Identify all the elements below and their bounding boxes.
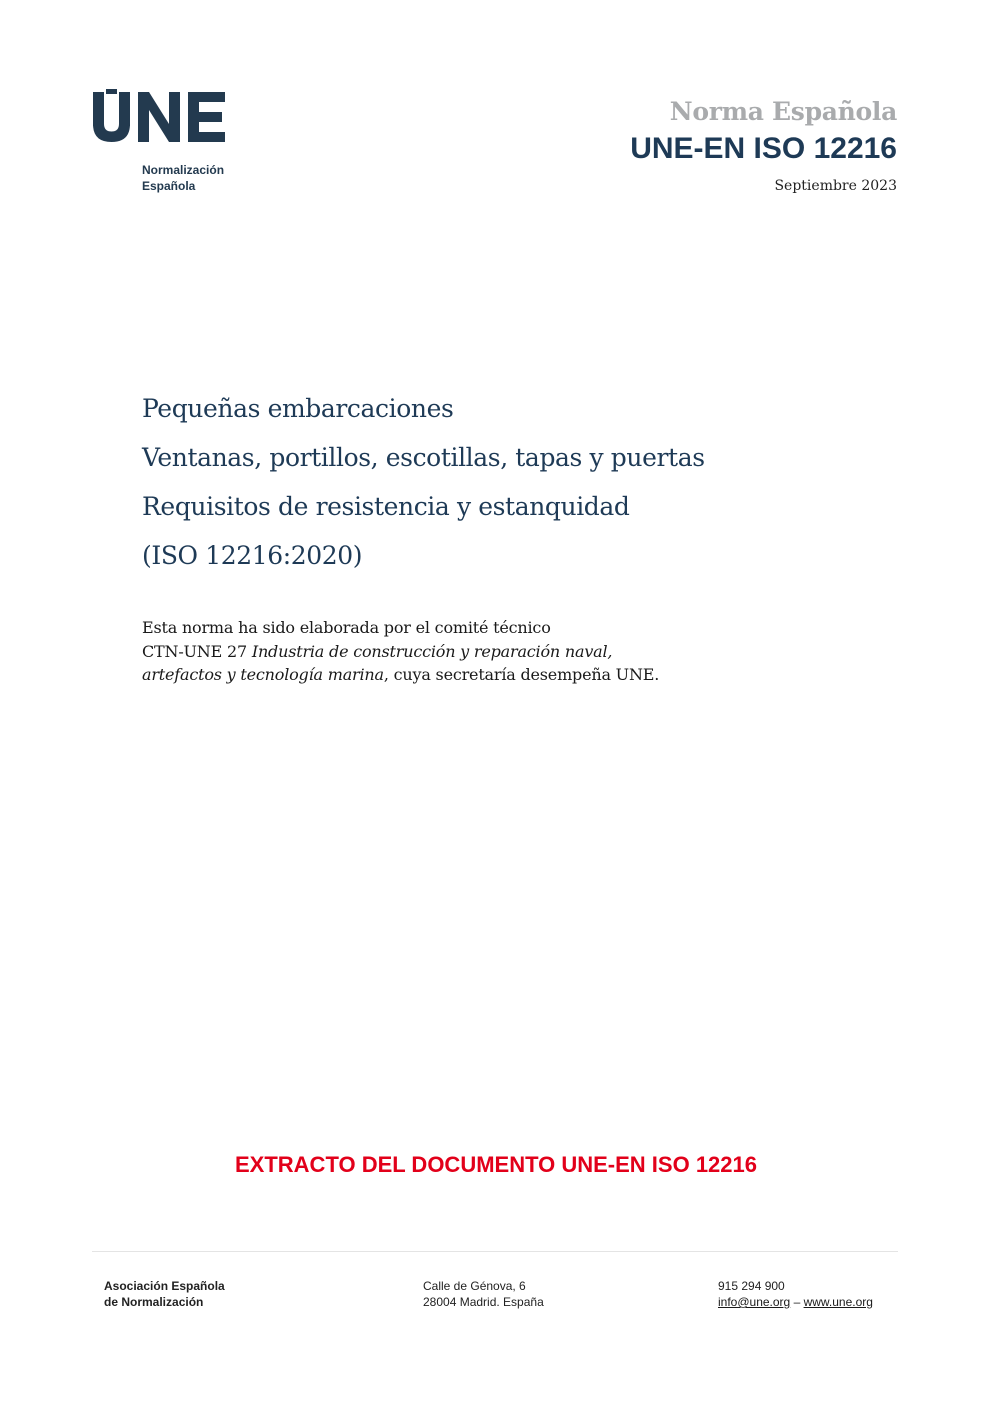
document-code: UNE-EN ISO 12216 [630, 132, 897, 165]
email-link[interactable]: info@une.org [718, 1295, 791, 1309]
footer-address-line2: 28004 Madrid. España [423, 1295, 544, 1309]
footer-phone: 915 294 900 [718, 1279, 785, 1293]
title-line-3: Requisitos de resistencia y estanquidad [142, 492, 630, 521]
extract-notice: EXTRACTO DEL DOCUMENTO UNE-EN ISO 12216 [235, 1152, 757, 1177]
publication-date: Septiembre 2023 [774, 178, 897, 194]
footer-organization [104, 1278, 225, 1310]
footer-org-line2: de Normalización [104, 1295, 204, 1309]
une-logo [92, 88, 242, 193]
footer-contact [718, 1278, 873, 1310]
document-header [537, 96, 897, 196]
footer-address-line1: Calle de Génova, 6 [423, 1279, 526, 1293]
committee-intro: Esta norma ha sido elaborada por el comité técnico [142, 618, 551, 637]
logo-subtitle-line2: Española [142, 179, 196, 193]
logo-subtitle-line1: Normalización [142, 163, 225, 177]
footer-address [423, 1278, 544, 1310]
committee-statement [142, 616, 662, 687]
link-separator: – [790, 1295, 804, 1309]
logo-subtitle [142, 162, 224, 194]
title-line-2: Ventanas, portillos, escotillas, tapas y puertas [142, 443, 705, 472]
committee-ctn: CTN-UNE 27 [142, 641, 247, 661]
footer-org-line1: Asociación Española [104, 1279, 225, 1293]
title-line-1: Pequeñas embarcaciones [142, 394, 454, 423]
website-link[interactable]: www.une.org [803, 1295, 873, 1309]
footer-divider [92, 1251, 898, 1252]
committee-name: Industria de construcción y reparación naval, artefactos y tecnología marina [142, 641, 613, 684]
footer-links [718, 1294, 873, 1310]
une-logo-mark [92, 88, 232, 148]
document-kind: Norma Española [669, 97, 897, 126]
document-title [142, 384, 862, 580]
committee-outro: , cuya secretaría desempeña UNE. [383, 665, 660, 684]
title-line-4: (ISO 12216:2020) [142, 541, 363, 570]
